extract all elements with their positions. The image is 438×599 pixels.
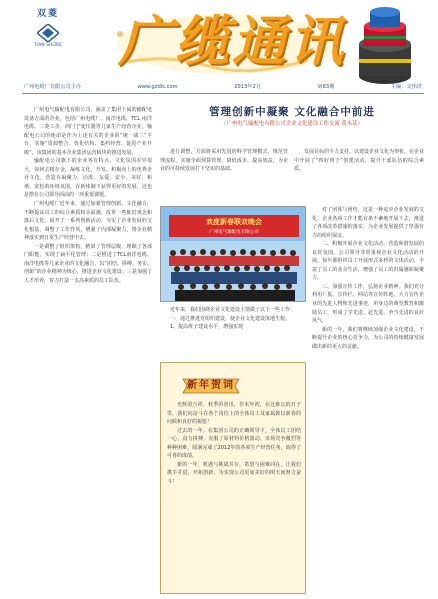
website-link[interactable]: www.gzdls.com (137, 84, 178, 91)
group-photo-image (161, 207, 306, 302)
article-title: 管理创新中凝聚 文化融合中前进 (209, 106, 375, 118)
paragraph: 发展目标的全力支持。以建设企业文化为契机，在企业中开展了“四好班子”创建活动，提升干部队伍的综合素质。 (294, 149, 424, 173)
paragraph: 新的一年，机遇与挑战并存，希望与困难同在。让我们携手并进，开拓创新，为实现公司更加美好的明天而努力奋斗！ (167, 461, 301, 485)
newspaper-title: 广缆通讯 (118, 9, 346, 73)
publisher-label: 广州电缆厂有限公司主办 (24, 84, 82, 91)
main-article-header (160, 104, 424, 148)
paragraph: 进行调整，方面将采用先进的科学管理模式，规范管理流程，实施全面预算管理，降低成本，提高效益，为企业的可持续发展打下坚实的基础。 (160, 149, 288, 173)
new-year-greeting-box (160, 362, 306, 594)
paragraph: 对了团体与团结，这是一种适应企业发展的文化，企业各项工作才能有条不紊地开展下去，推进了各项改革措施的落实，为企业发展提供了坚强有力的组织保证。 (312, 207, 424, 239)
cable-cross-section-image (350, 4, 420, 90)
issue-info-bar (22, 82, 424, 94)
new-year-title: 新年贺词 (187, 380, 235, 392)
paragraph: 广州电气输配电有限公司，涵盖了集团下属的输配电设备方面的企业，包括广州电缆厂、南洋电缆、TCL·南洋电缆、三菱工企，西门子变压器等几家生产经营企业，输配电公司的使命是作为上述有关的企业的“统一战三”平台，实施“资源整合、优化结构、集约经营、促进产业升级”，该集团的基本企业集团运营板块的推进发展。 (24, 107, 152, 156)
right-column-article (312, 206, 424, 592)
group-photo (160, 206, 306, 302)
middle-top-left-text (160, 148, 288, 204)
editor-label: 主编：文伟洪 (390, 84, 422, 91)
paragraph: 近年来，我们围绕企业文化建设主要做了以下一些工作： (170, 307, 296, 313)
company-logo (22, 8, 74, 50)
new-year-heading (181, 377, 241, 395)
photo-banner-text: 欢度新春联欢晚会 (206, 218, 262, 226)
paragraph: 三、加强宣传工作，弘扬企业精神。我们充分利用厂报、宣传栏、网站等宣传阵地，大力宣传企业的先进人物和先进事迹，用身边的典型教育和激励员工，形成了学先进、赶先进、争当先进的良好风气。 (312, 283, 424, 325)
issue-date: 2013年2月 (234, 84, 261, 91)
middle-mid-text (160, 306, 306, 360)
paragraph: 一、通过推进党组织建设，使企业文化建设落地生根。 (170, 315, 291, 322)
paragraph: 1、提高班子建设水平，增强实现 (170, 324, 244, 331)
left-column-article (24, 106, 152, 592)
paragraph: 广州电缆厂近年来，通过加强管理创新、文化融合，不断提高员工的综合素质和幸福感，改革一些陈旧观念和落后文化，展开了一系列创新活动，夯实了企业发展的文化根基，调整了工作作风，增强了内部凝聚力，将企业精神落实到日常生产经营中去。 (24, 201, 152, 242)
logo-chinese-name: 双菱 (36, 9, 59, 19)
photo-sub-banner-text: 广州电气输配电有限公司 (209, 230, 259, 235)
paragraph: 光辉的吉祥，秋季的喜讯，岁末年初，在这难忘的日子里，我们向奋斗在各个岗位上的全体员工及家属致以新春的问候和良好的祝愿！ (167, 402, 301, 426)
paragraph: 过去的一年，在集团公司的正确领导下，全体员工团结一心，奋力拼搏，克服了原材料价格波动、市场竞争激烈等种种困难，圆满完成了2012年的各项生产经营任务，取得了可喜的成绩。 (167, 427, 301, 460)
middle-top-right-text (294, 148, 424, 204)
masthead (0, 0, 438, 98)
issue-number: 第83期 (317, 84, 335, 91)
paragraph: 输配电公司旗下的企业各有特点，文化氛围差异很大，如何去粗存金，凝练文化，开发、积极向上的优秀企业文化，营造有凝聚力、活泼、友爱、安全、美好、和谐、宽松的环境氛围，在新体制下获得更好的发展，这也是摆在公司领导面前的一项重要课题。 (24, 158, 152, 199)
new-year-body (167, 401, 301, 591)
cable-icon (350, 4, 420, 90)
paragraph: 二、积极开展企业文化活动，营造和谐发展的良好氛围。公司领导非常重视企业文化活动的开展，每年都组织员工开展形式多样的文体活动，丰富了员工的业余生活，增强了员工的归属感和凝聚力。 (312, 241, 424, 282)
logo-english-name: TIAN SHORE (34, 42, 62, 48)
article-subtitle: （广州电气输配电有限公司企业文化建设工作交流 黄永基） (221, 121, 363, 127)
diamond-logo-icon (37, 24, 59, 42)
paragraph: 新的一年，我们将继续加强企业文化建设，不断提升企业的核心竞争力，为公司的持续健康发展做出新的更大的贡献。 (312, 326, 424, 350)
paragraph: 一是调整了组织架构，精简了管理层级，理顺了各部门职能，实现了扁平化管理；二是推进了TCL南洋电缆、南洋电缆等几家企业的文化融合，以“团结、拼搏、务实、创新”的企业精神为核心，推进企业文化建设；三是加强了人才培养，着力打造一支高素质的员工队伍。 (24, 243, 152, 284)
